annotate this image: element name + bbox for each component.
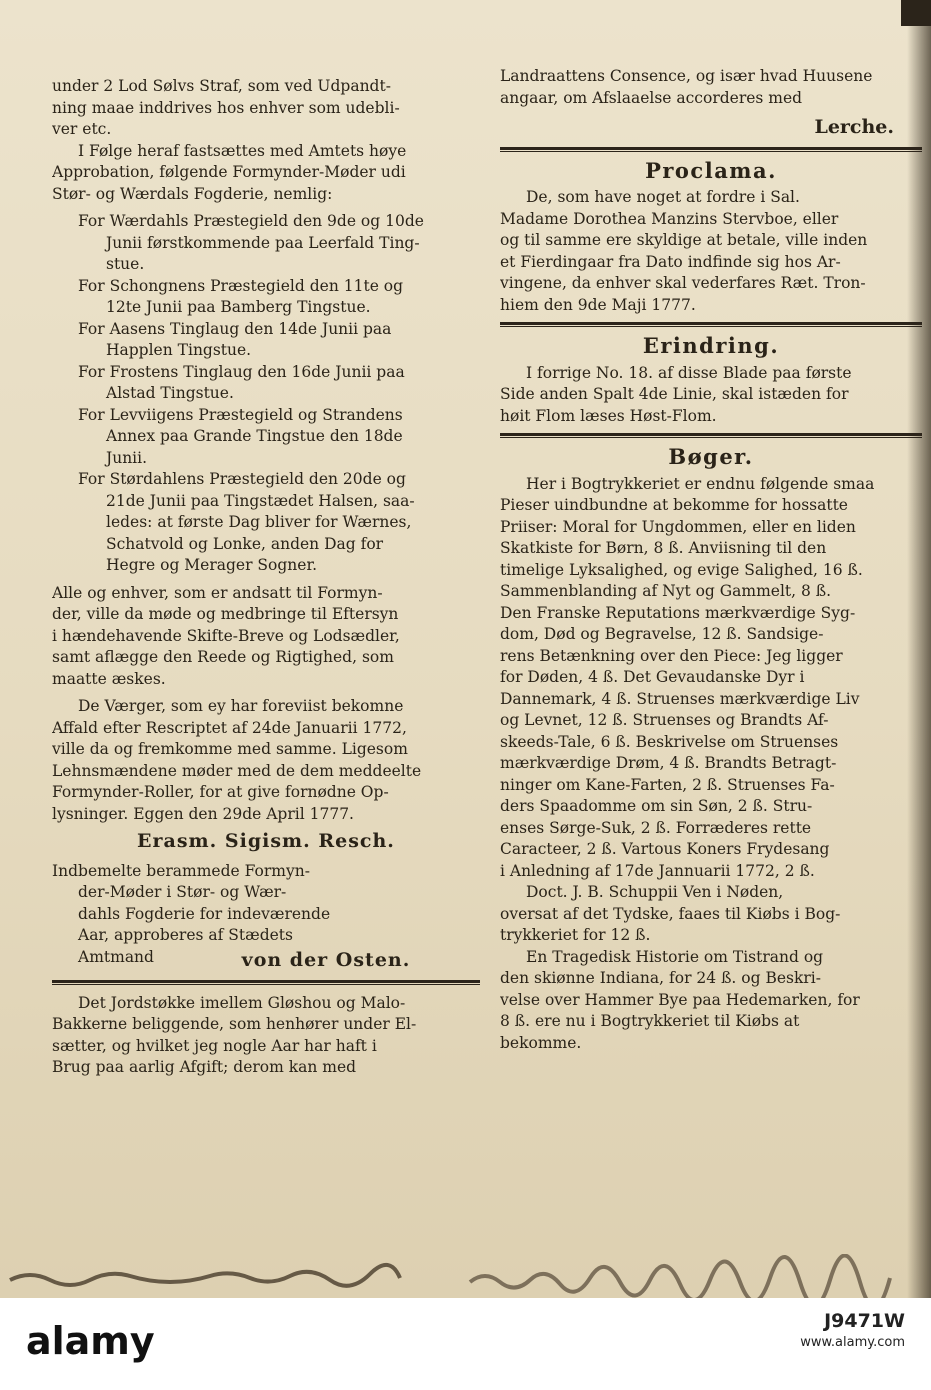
text-line: Pieser uindbundne at bekomme for hossatte bbox=[500, 496, 848, 514]
text-line: trykkeriet for 12 ß. bbox=[500, 926, 651, 944]
text-line: ville da og fremkomme med samme. Ligesom bbox=[52, 740, 408, 758]
text-line: oversat af det Tydske, faaes til Kiøbs i Bog- bbox=[500, 904, 841, 923]
signature-resch: Erasm. Sigism. Resch. bbox=[137, 830, 395, 852]
text-line: Approbation, følgende Formynder-Møder udi bbox=[52, 163, 406, 181]
meeting-entry bbox=[52, 362, 480, 405]
text-line: enses Sørge-Suk, 2 ß. Forræderes rette bbox=[500, 818, 812, 837]
text-line: For Størdahlens Præstegield den 20de og bbox=[78, 470, 406, 488]
text-line: Side anden Spalt 4de Linie, skal istæden for bbox=[500, 385, 849, 403]
text-line: ledes: at første Dag bliver for Wærnes, bbox=[106, 513, 412, 531]
divider-rule bbox=[500, 433, 922, 436]
erindring-text bbox=[500, 363, 922, 428]
text-line: For Frostens Tinglaug den 16de Junii paa bbox=[78, 362, 405, 381]
text-line: Sammenblanding af Nyt og Gammelt, 8 ß. bbox=[500, 582, 832, 600]
text-line: De, som have noget at fordre i Sal. bbox=[526, 188, 800, 206]
text-line: og til samme ere skyldige at betale, ville inden bbox=[500, 231, 868, 249]
text-line: den skiønne Indiana, for 24 ß. og Beskri- bbox=[500, 969, 821, 987]
text-line: hiem den 9de Maji 1777. bbox=[500, 295, 696, 314]
text-line: ver etc. bbox=[52, 120, 112, 138]
boger-text bbox=[500, 474, 922, 883]
text-line: og Levnet, 12 ß. Struenses og Brandts Af- bbox=[500, 711, 829, 729]
meeting-entry bbox=[52, 319, 480, 362]
divider-rule-thin bbox=[500, 437, 922, 438]
text-line: I forrige No. 18. af disse Blade paa første bbox=[526, 363, 852, 382]
text-line: Junii førstkommende paa Leerfald Ting- bbox=[106, 233, 420, 252]
text-line: De Værger, som ey har foreviist bekomne bbox=[78, 697, 404, 715]
meeting-entry bbox=[52, 469, 480, 577]
brand-logo bbox=[26, 1316, 176, 1366]
text-line: Lehnsmændene møder med de dem meddeelte bbox=[52, 761, 422, 780]
text-line: angaar, om Afslaaelse accorderes med bbox=[500, 88, 803, 107]
meeting-entry bbox=[52, 211, 480, 276]
text-line: Doct. J. B. Schuppii Ven i Nøden, bbox=[526, 883, 784, 901]
text-line: bekomme. bbox=[500, 1033, 582, 1052]
text-line: dom, Død og Begravelse, 12 ß. Sandsige- bbox=[500, 625, 824, 643]
text-line: For Levviigens Præstegield og Strandens bbox=[78, 405, 403, 424]
text-line: 21de Junii paa Tingstædet Halsen, saa- bbox=[106, 491, 415, 510]
text-line: Aar, approberes af Stædets bbox=[78, 926, 293, 944]
text-line: Madame Dorothea Manzins Stervboe, eller bbox=[500, 209, 839, 228]
text-line: 12te Junii paa Bamberg Tingstue. bbox=[106, 298, 371, 316]
heading-boger: Bøger. bbox=[668, 444, 754, 469]
text-line: et Fierdingaar fra Dato indfinde sig hos Ar- bbox=[500, 252, 841, 271]
left-paragraph-3 bbox=[52, 583, 480, 691]
watermark-info bbox=[800, 1310, 905, 1354]
text-line: ninger om Kane-Farten, 2 ß. Struenses Fa- bbox=[500, 775, 835, 794]
text-line: ning maae inddrives hos enhver som udebli- bbox=[52, 98, 400, 117]
text-line: samt aflægge den Reede og Rigtighed, som bbox=[52, 648, 394, 666]
meeting-entry bbox=[52, 405, 480, 470]
page-corner bbox=[901, 0, 931, 26]
text-line: Priiser: Moral for Ungdommen, eller en liden bbox=[500, 517, 856, 536]
watermark-band bbox=[0, 1298, 931, 1390]
text-line: i Anledning af 17de Jannuarii 1772, 2 ß. bbox=[500, 861, 815, 880]
text-line: Det Jordstøkke imellem Gløshou og Malo- bbox=[78, 993, 406, 1012]
text-line: dahls Fogderie for indeværende bbox=[78, 904, 331, 923]
text-line: vingene, da enhver skal vederfares Ræt. Tron- bbox=[500, 274, 866, 292]
text-line: velse over Hammer Bye paa Hedemarken, for bbox=[500, 990, 860, 1009]
text-line: rens Betænkning over den Piece: Jeg ligger bbox=[500, 646, 843, 665]
site-url: www.alamy.com bbox=[800, 1335, 905, 1350]
text-line: Alstad Tingstue. bbox=[106, 384, 234, 402]
bleed-through-scribble bbox=[0, 1254, 931, 1298]
text-line: der, ville da møde og medbringe til Eftersyn bbox=[52, 605, 399, 623]
text-line: Den Franske Reputations mærkværdige Syg- bbox=[500, 603, 856, 622]
divider-rule-thin bbox=[500, 151, 922, 152]
left-paragraph-1 bbox=[52, 76, 480, 141]
text-line: stue. bbox=[106, 255, 145, 273]
text-line: timelige Lyksalighed, og evige Salighed, 16 ß. bbox=[500, 560, 863, 579]
text-line: Amtmand bbox=[78, 947, 154, 966]
text-line: En Tragedisk Historie om Tistrand og bbox=[526, 947, 824, 966]
text-line: under 2 Lod Sølvs Straf, som ved Udpandt- bbox=[52, 77, 391, 95]
heading-erindring: Erindring. bbox=[642, 333, 780, 358]
divider-rule bbox=[500, 147, 922, 150]
bleed-through-strip bbox=[0, 1254, 931, 1298]
text-line: For Wærdahls Præstegield den 9de og 10de bbox=[78, 212, 424, 230]
text-line: I Følge heraf fastsættes med Amtets høye bbox=[78, 141, 407, 160]
signature-lerche: Lerche. bbox=[814, 116, 894, 138]
text-line: 8 ß. ere nu i Bogtrykkeriet til Kiøbs at bbox=[500, 1012, 800, 1030]
text-line: Happlen Tingstue. bbox=[106, 341, 252, 359]
text-line: Caracteer, 2 ß. Vartous Koners Frydesang bbox=[500, 840, 830, 858]
text-line: høit Flom læses Høst-Flom. bbox=[500, 406, 717, 425]
divider-rule bbox=[500, 322, 922, 325]
text-line: For Aasens Tinglaug den 14de Junii paa bbox=[78, 319, 392, 338]
signature-von-der-osten: von der Osten. bbox=[241, 949, 411, 971]
text-line: Landraattens Consence, og især hvad Huusene bbox=[500, 67, 873, 85]
text-line: mærkværdige Drøm, 4 ß. Brandts Betragt- bbox=[500, 754, 837, 772]
text-line: Formynder-Roller, for at give fornødne Op- bbox=[52, 783, 389, 801]
text-line: Annex paa Grande Tingstue den 18de bbox=[106, 427, 403, 445]
proclama-text bbox=[500, 187, 922, 316]
text-line: skeeds-Tale, 6 ß. Beskrivelse om Struenses bbox=[500, 732, 839, 751]
divider-rule-thin bbox=[500, 326, 922, 327]
image-id: J9471W bbox=[824, 1310, 905, 1332]
text-line: ders Spaadomme om sin Søn, 2 ß. Stru- bbox=[500, 797, 813, 815]
left-paragraph-5 bbox=[52, 993, 480, 1079]
tragedie-text bbox=[500, 947, 922, 1055]
text-line: Skatkiste for Børn, 8 ß. Anviisning til den bbox=[500, 539, 827, 557]
text-line: Dannemark, 4 ß. Struenses mærkværdige Liv bbox=[500, 689, 860, 708]
text-line: Indbemelte berammede Formyn- bbox=[52, 861, 310, 880]
right-paragraph-1 bbox=[500, 66, 922, 109]
right-column bbox=[500, 66, 922, 1054]
text-line: Her i Bogtrykkeriet er endnu følgende smaa bbox=[526, 474, 875, 493]
text-line: Bakkerne beliggende, som henhører under El- bbox=[52, 1015, 417, 1033]
text-line: Stør- og Wærdals Fogderie, nemlig: bbox=[52, 184, 333, 203]
left-paragraph-4 bbox=[52, 696, 480, 825]
left-column bbox=[52, 76, 480, 1079]
text-line: for Døden, 4 ß. Det Gevaudanske Dyr i bbox=[500, 668, 805, 686]
text-line: Schatvold og Lonke, anden Dag for bbox=[106, 534, 384, 553]
text-line: For Schongnens Præstegield den 11te og bbox=[78, 276, 404, 295]
text-line: der-Møder i Stør- og Wær- bbox=[78, 883, 287, 901]
divider-rule-thin bbox=[52, 984, 480, 985]
heading-proclama: Proclama. bbox=[645, 157, 777, 183]
text-line: Affald efter Rescriptet af 24de Januarii 1772, bbox=[52, 718, 407, 737]
text-line: Alle og enhver, som er andsatt til Formyn- bbox=[52, 583, 383, 602]
text-line: i hændehavende Skifte-Breve og Lodsædler, bbox=[52, 626, 400, 645]
text-line: Hegre og Merager Sogner. bbox=[106, 556, 318, 574]
text-line: maatte æskes. bbox=[52, 669, 166, 688]
text-line: Junii. bbox=[106, 448, 148, 467]
text-line: Brug paa aarlig Afgift; derom kan med bbox=[52, 1058, 357, 1076]
doct-text bbox=[500, 882, 922, 947]
text-line: lysninger. Eggen den 29de April 1777. bbox=[52, 804, 354, 823]
divider-rule bbox=[52, 980, 480, 983]
left-paragraph-2 bbox=[52, 141, 480, 206]
meeting-entry bbox=[52, 276, 480, 319]
brand-logo-text: alamy bbox=[26, 1319, 155, 1363]
text-line: sætter, og hvilket jeg nogle Aar har haft i bbox=[52, 1036, 377, 1055]
